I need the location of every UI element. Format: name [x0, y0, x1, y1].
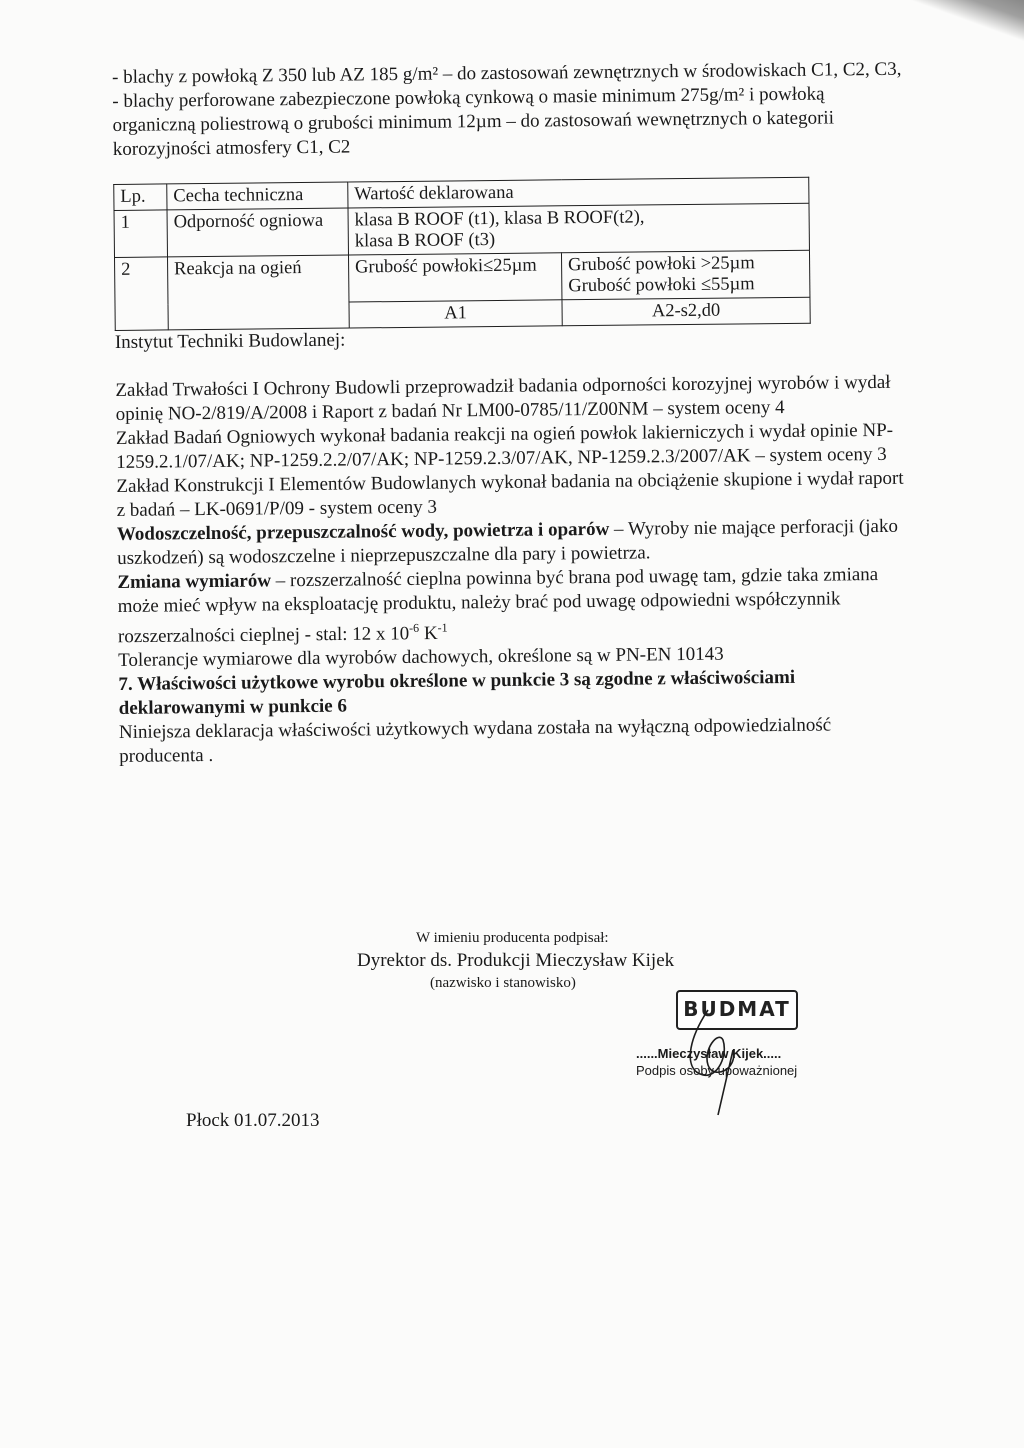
table-row — [114, 203, 809, 257]
handwritten-signature — [678, 1000, 758, 1120]
place-and-date: Płock 01.07.2013 — [186, 1110, 320, 1131]
dimension-change-text: – rozszerzalność cieplna powinna być brana pod uwagę tam, gdzie taka zmiana może mieć wpływ na eksploatację produktu, należy brać pod uwagę odpowiedni współczynnik rozszerzalności cieplnej - stal: 12 x 10 — [117, 564, 879, 648]
declaration-paragraph: Niniejsza deklaracja właściwości użytkowych wydana została na wyłączną odpowiedzialność producenta . — [118, 714, 832, 768]
signed-on-behalf: W imieniu producenta podpisał: — [416, 930, 609, 946]
intro-item-perforated-sheets: - blachy perforowane zabezpieczone powłoką cynkową o masie minimum 275g/m² i powłoką organiczną poliestrową o grubości minimum 12µm – do zastosowań wewnętrznych o kategorii korozyjności atmosfery C1, C2 — [112, 83, 835, 160]
dimension-change-paragraph — [117, 563, 908, 650]
row2-value-a: A1 — [349, 300, 562, 328]
row2-col-b-line1: Grubość powłoki >25µm — [568, 253, 755, 276]
header-lp: Lp. — [114, 184, 167, 211]
properties-table — [113, 177, 811, 331]
director-name: Dyrektor ds. Produkcji Mieczysław Kijek — [357, 950, 675, 971]
dimension-change-label: Zmiana wymiarów — [117, 570, 272, 593]
row2-lp: 2 — [115, 257, 169, 331]
dimension-unit-exponent: -1 — [437, 620, 448, 635]
row2-col-a: Grubość powłoki≤25µm — [348, 253, 561, 302]
row2-feature: Reakcja na ogień — [168, 255, 350, 330]
row2-value-b: A2-s2,d0 — [562, 297, 810, 326]
stamp-name: ......Mieczysław Kijek..... — [636, 1046, 782, 1061]
row2-col-b — [561, 250, 809, 300]
row2-col-b-line2: Grubość powłoki ≤55µm — [568, 274, 755, 297]
row1-value-line1: klasa B ROOF (t1), klasa B ROOF(t2), — [354, 207, 645, 231]
document-body — [112, 58, 909, 770]
institute-title: Instytut Techniki Budowlanej: — [114, 329, 346, 353]
row1-feature: Odporność ogniowa — [167, 208, 348, 257]
institute-paragraph-fire: Zakład Badań Ogniowych wykonał badania reakcji na ogień powłok lakierniczych i wydał opinie NP-1259.2.1/07/AK; NP-1259.2.2/07/AK; NP-1259.2.3/07/AK, NP-1259.2.3/2007/AK – system oceny 3 — [115, 419, 894, 473]
intro-list — [112, 58, 903, 162]
stamp-role: Podpis osoby upoważnionej — [636, 1063, 798, 1078]
intro-item-zinc-sheets: - blachy z powłoką Z 350 lub AZ 185 g/m² – do zastosowań zewnętrznych w środowiskach C1, C2, C3, — [112, 58, 902, 88]
table-row — [115, 250, 810, 304]
dimension-exponent: -6 — [409, 620, 420, 635]
row1-value — [348, 203, 809, 255]
dimension-unit: K — [419, 622, 438, 645]
row1-value-line2: klasa B ROOF (t3) — [354, 229, 496, 252]
water-tightness-paragraph — [117, 515, 907, 571]
budmat-logo: BUDMAT — [676, 990, 798, 1030]
water-tightness-label: Wodoszczelność, przepuszczalność wody, powietrza i oparów — [116, 518, 610, 545]
institute-paragraph-corrosion: Zakład Trwałości I Ochrony Budowli przeprowadził badania odporności korozyjnej wyrobów i wydał opinię NO-2/819/A/2008 i Raport z badań Nr LM00-0785/11/Z00NM – system oceny 4 — [115, 371, 891, 425]
institute-paragraph-load: Zakład Konstrukcji I Elementów Budowlanych wykonał badania na obciążenie skupione i wydał raport z badań – LK-0691/P/09 - system oceny 3 — [116, 467, 904, 521]
header-feature: Cecha techniczna — [167, 182, 348, 210]
header-value: Wartość deklarowana — [348, 177, 809, 208]
name-position-note: (nazwisko i stanowisko) — [430, 975, 576, 991]
row1-lp: 1 — [114, 210, 167, 258]
institute-paragraphs — [115, 371, 906, 523]
tolerance-paragraph: Tolerancje wymiarowe dla wyrobów dachowych, określone są w PN-EN 10143 — [118, 643, 724, 672]
water-tightness-text: – Wyroby nie mające perforacji (jako uszkodzeń) są wodoszczelne i nieprzepuszczalne dla pary i powietrza. — [117, 515, 899, 569]
company-stamp — [636, 990, 806, 1100]
section-7-heading: 7. Właściwości użytkowe wyrobu określone w punkcie 3 są zgodne z właściwościami deklarowanymi w punkcie 6 — [118, 667, 796, 720]
